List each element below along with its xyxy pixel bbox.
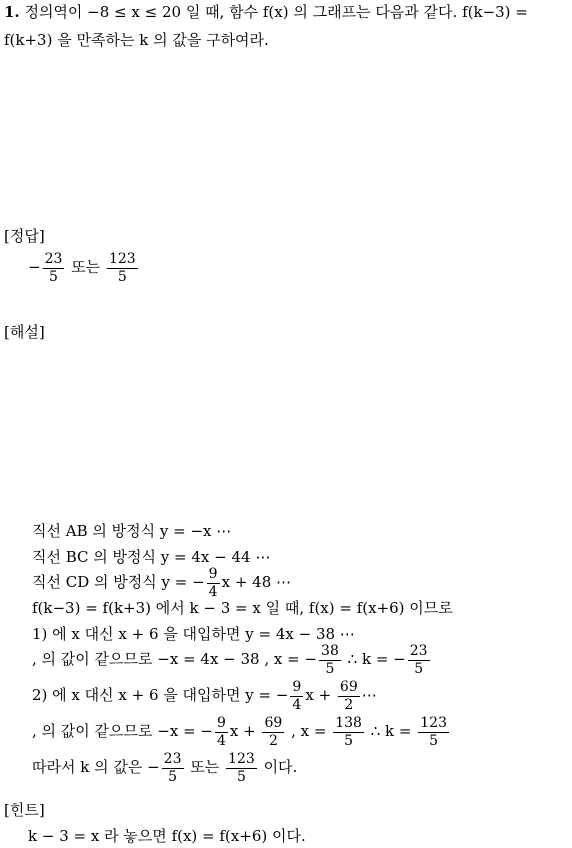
fraction-numerator: 23	[409, 643, 428, 659]
text: x +	[229, 722, 256, 741]
fraction-denominator: 2	[344, 696, 354, 713]
solution-line-cd	[32, 567, 291, 599]
problem-number: 1.	[4, 3, 20, 21]
fraction	[226, 752, 257, 784]
hint-text: k − 3 = x 라 놓으면 f(x) = f(x+6) 이다.	[28, 827, 306, 845]
problem-line-2	[4, 30, 269, 50]
text: , 의 값이 같으므로 −x = −	[32, 722, 213, 741]
fraction-denominator: 4	[216, 732, 226, 749]
fraction	[408, 644, 430, 676]
solution-line-conclusion	[32, 752, 297, 784]
fraction	[162, 752, 184, 784]
text: x +	[305, 686, 332, 705]
answer-fraction-1	[43, 252, 65, 284]
fraction-numerator: 69	[264, 715, 283, 731]
answer-header: [정답]	[4, 227, 45, 245]
problem-text-1: 정의역이 −8 ≤ x ≤ 20 일 때, 함수 f(x) 의 그래프는 다음과 같다. f(k−3) =	[24, 3, 528, 21]
solution-header: [해설]	[4, 323, 45, 341]
answer-minus: −	[28, 258, 41, 277]
fraction-numerator: 69	[339, 679, 358, 695]
fraction-numerator: 9	[216, 715, 226, 731]
fraction	[338, 680, 360, 712]
answer-fraction-2	[107, 252, 138, 284]
fraction	[333, 716, 364, 748]
fraction-denominator: 5	[325, 660, 335, 677]
text: ⋯	[361, 686, 377, 705]
text: x + 48 ⋯	[221, 573, 292, 592]
text: ∴ k =	[370, 722, 412, 741]
text: 따라서 k 의 값은 −	[32, 758, 160, 777]
fraction-denominator: 2	[268, 732, 278, 749]
fraction	[262, 716, 284, 748]
fraction-numerator: 38	[321, 643, 339, 659]
fraction-numerator: 9	[292, 679, 302, 695]
fraction	[290, 680, 303, 712]
solution-line-sub-2	[32, 680, 377, 712]
solution-line-result-1	[32, 644, 432, 676]
text: 이다.	[263, 758, 298, 777]
fraction-numerator: 123	[420, 715, 447, 731]
text: , 의 값이 같으므로 −x = 4x − 38 , x = −	[32, 650, 318, 669]
fraction-numerator: 138	[335, 715, 362, 731]
fraction-denominator: 5	[49, 268, 58, 285]
fraction	[215, 716, 228, 748]
answer-line	[28, 252, 140, 284]
text: 또는	[190, 758, 220, 777]
fraction	[319, 644, 341, 676]
fraction-numerator: 123	[228, 751, 255, 767]
fraction-denominator: 5	[117, 268, 127, 285]
solution-line-condition: f(k−3) = f(k+3) 에서 k − 3 = x 일 때, f(x) = f(x+6) 이므로	[32, 599, 453, 617]
fraction-denominator: 5	[236, 768, 246, 785]
fraction-denominator: 4	[208, 583, 218, 600]
fraction	[418, 716, 449, 748]
fraction-denominator: 5	[414, 660, 424, 677]
text: 2) 에 x 대신 x + 6 을 대입하면 y = −	[32, 686, 289, 705]
fraction-numerator: 9	[208, 566, 218, 582]
solution-line-result-2	[32, 716, 451, 748]
text: ∴ k = −	[347, 650, 406, 669]
fraction-denominator: 5	[344, 732, 354, 749]
fraction-denominator: 4	[292, 696, 302, 713]
problem-line-1	[4, 2, 528, 22]
answer-or: 또는	[71, 258, 101, 277]
fraction-denominator: 5	[168, 768, 178, 785]
solution-line-sub-1: 1) 에 x 대신 x + 6 을 대입하면 y = 4x − 38 ⋯	[32, 625, 355, 643]
problem-text-2: f(k+3) 을 만족하는 k 의 값을 구하여라.	[4, 31, 269, 49]
solution-line-bc: 직선 BC 의 방정식 y = 4x − 44 ⋯	[32, 548, 271, 566]
fraction	[207, 567, 220, 599]
fraction-numerator: 123	[108, 251, 136, 267]
solution-line-ab: 직선 AB 의 방정식 y = −x ⋯	[32, 522, 232, 540]
text: , x =	[291, 722, 327, 741]
hint-header: [힌트]	[4, 801, 45, 819]
fraction-numerator: 23	[163, 751, 182, 767]
fraction-numerator: 23	[44, 251, 63, 267]
fraction-denominator: 5	[429, 732, 439, 749]
text: 직선 CD 의 방정식 y = −	[32, 573, 205, 592]
